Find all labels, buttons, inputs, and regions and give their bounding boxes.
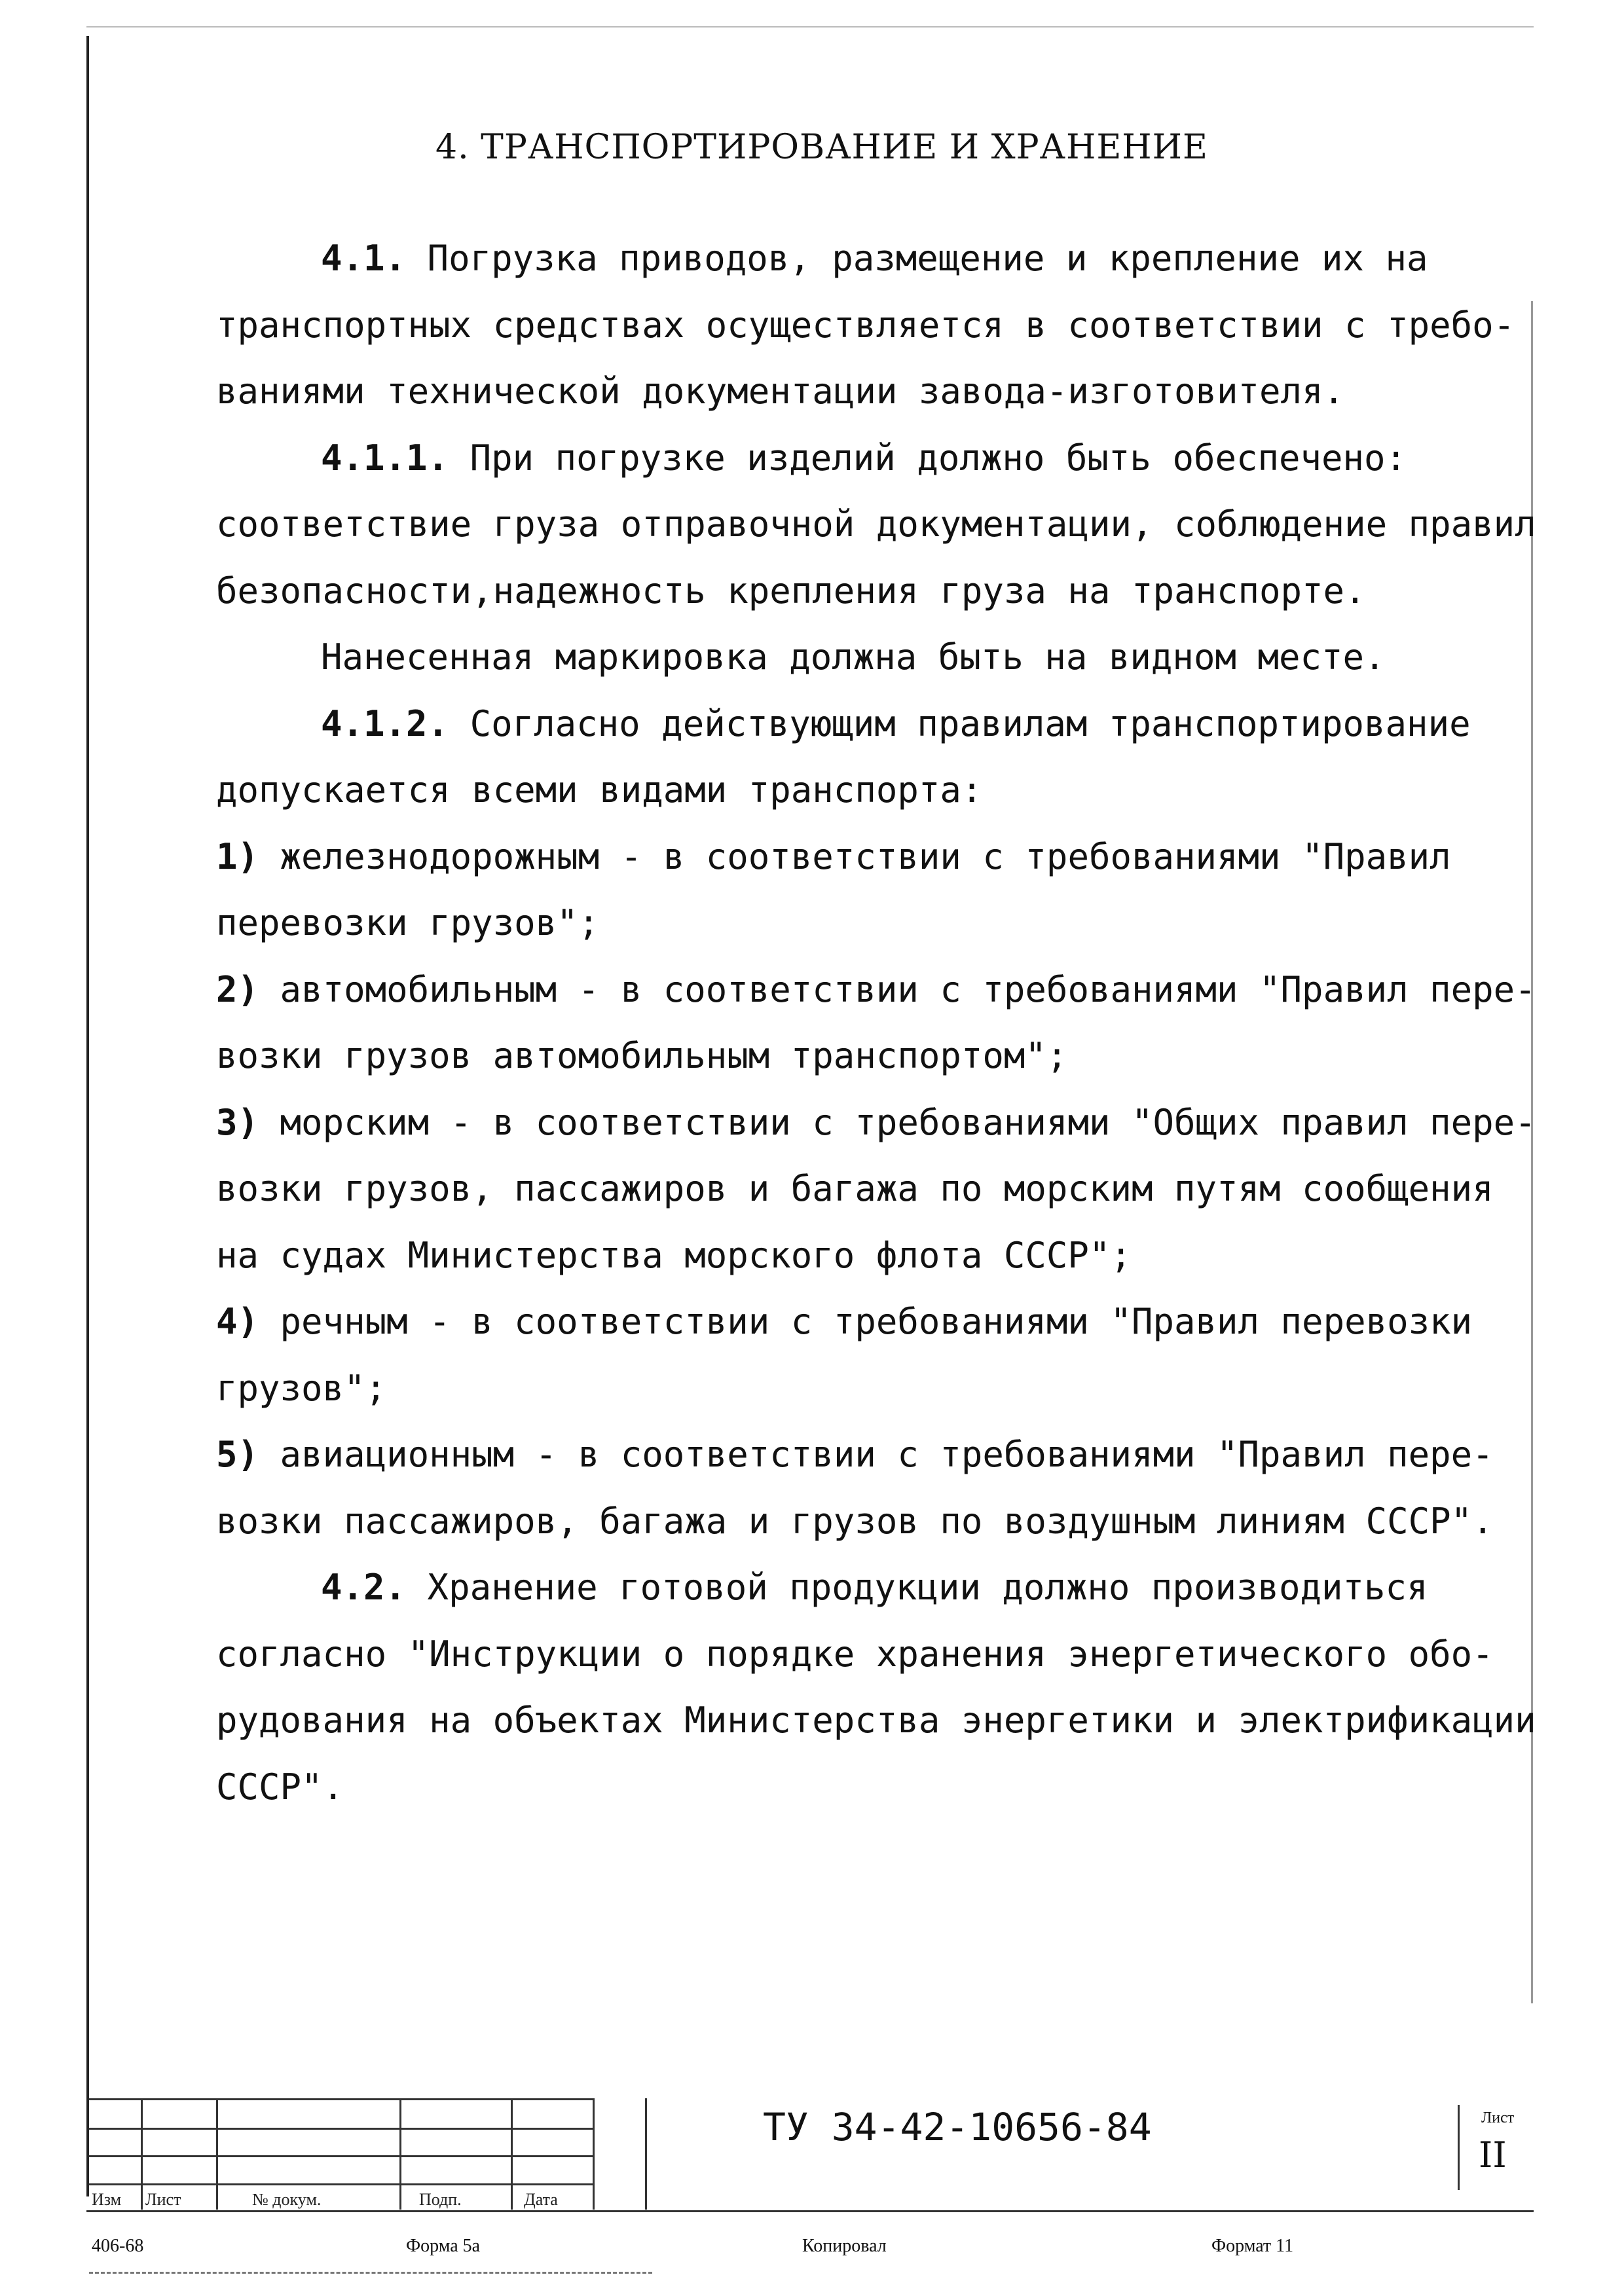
text-line — [321, 439, 1407, 478]
line-text: морским - в соответствии с требованиями "Общих правил пере- — [259, 1101, 1536, 1143]
line-text: соответствие груза отправочной документации, соблюдение правил — [216, 503, 1536, 545]
line-text: Нанесенная маркировка должна быть на видном месте. — [321, 636, 1386, 678]
copied-by-label: Копировал — [802, 2236, 887, 2256]
line-text: рудования на объектах Министерства энергетики и электрификации — [216, 1700, 1536, 1741]
text-line — [216, 572, 1366, 611]
text-line — [216, 1635, 1494, 1674]
line-text: СССР". — [216, 1766, 344, 1808]
line-text: Хранение готовой продукции должно производиться — [406, 1567, 1428, 1608]
stamp-row-line — [89, 2128, 593, 2130]
line-text: перевозки грузов"; — [216, 902, 600, 943]
line-text: железнодорожным - в соответствии с требованиями "Правил — [259, 835, 1451, 877]
text-line — [216, 1369, 386, 1408]
text-line — [216, 1768, 344, 1807]
line-text: Погрузка приводов, размещение и крепление их на — [406, 238, 1428, 279]
page-frame-top — [86, 26, 1534, 27]
clause-number: 4) — [216, 1301, 259, 1342]
line-text: ваниями технической документации завода-изготовителя. — [216, 371, 1345, 412]
text-line — [216, 1302, 1472, 1341]
line-text: на судах Министерства морского флота СССР"; — [216, 1234, 1132, 1276]
line-text: допускается всеми видами транспорта: — [216, 769, 983, 811]
stamp-column-line — [511, 2098, 513, 2210]
text-line — [216, 771, 982, 810]
clause-number: 1) — [216, 835, 259, 877]
line-text: Согласно действующим правилам транспортирование — [449, 702, 1471, 744]
line-text: возки грузов, пассажиров и багажа по морским путям сообщения — [216, 1168, 1494, 1209]
text-line — [216, 505, 1536, 544]
page-frame-right — [1531, 301, 1533, 2003]
text-line — [216, 1236, 1132, 1275]
line-text: безопасности,надежность крепления груза на транспорте. — [216, 570, 1366, 611]
stamp-caption-date: Дата — [524, 2190, 558, 2209]
page-frame-bottom — [86, 2210, 1534, 2212]
stamp-caption-signature: Подп. — [419, 2190, 462, 2209]
text-line — [321, 239, 1428, 278]
line-text: грузов"; — [216, 1367, 387, 1409]
line-text: возки грузов автомобильным транспортом"; — [216, 1035, 1068, 1076]
clause-number: 4.2. — [321, 1567, 407, 1608]
line-text: авиационным - в соответствии с требованиями "Правил пере- — [259, 1434, 1494, 1475]
text-line — [216, 1169, 1494, 1209]
stamp-caption-sheet: Лист — [145, 2190, 181, 2209]
text-line — [321, 1568, 1428, 1607]
clause-number: 4.1. — [321, 238, 407, 279]
stamp-column-line — [399, 2098, 401, 2210]
stamp-caption-change: Изм — [92, 2190, 122, 2209]
line-text: речным - в соответствии с требованиями "Правил перевозки — [259, 1301, 1473, 1342]
sheet-number: II — [1479, 2134, 1507, 2176]
text-line — [216, 903, 599, 943]
text-line — [321, 638, 1386, 677]
sheet-label: Лист — [1481, 2109, 1515, 2126]
text-line — [216, 306, 1515, 345]
stamp-caption-doc-number: № докум. — [252, 2190, 322, 2209]
form-label: Форма 5а — [406, 2236, 481, 2256]
clause-number: 4.1.1. — [321, 437, 449, 479]
text-line — [216, 970, 1536, 1010]
line-text: автомобильным - в соответствии с требованиями "Правил пере- — [259, 968, 1536, 1010]
text-line — [216, 1435, 1494, 1474]
clause-number: 5) — [216, 1434, 259, 1475]
clause-number: 2) — [216, 968, 259, 1010]
section-title: 4. ТРАНСПОРТИРОВАНИЕ И ХРАНЕНИЕ — [435, 128, 1208, 167]
footer-dashed-line — [89, 2272, 652, 2274]
clause-number: 4.1.2. — [321, 702, 449, 744]
text-line — [216, 1502, 1494, 1541]
stamp-row-line — [89, 2183, 593, 2185]
stamp-row-line — [89, 2155, 593, 2157]
stamp-row-line — [89, 2098, 593, 2100]
line-text: согласно "Инструкции о порядке хранения энергетического обо- — [216, 1633, 1494, 1675]
stamp-column-line — [216, 2098, 218, 2210]
line-text: При погрузке изделий должно быть обеспечено: — [449, 437, 1407, 479]
text-line — [216, 1103, 1536, 1142]
form-code: 406-68 — [92, 2236, 144, 2256]
clause-number: 3) — [216, 1101, 259, 1143]
page-frame-left — [86, 36, 89, 2196]
text-line — [216, 372, 1344, 411]
line-text: транспортных средствах осуществляется в соответствии с требо- — [216, 304, 1515, 346]
stamp-column-line — [645, 2098, 647, 2210]
document-code: ТУ 34-42-10656-84 — [763, 2105, 1152, 2149]
line-text: возки пассажиров, багажа и грузов по воздушным линиям СССР". — [216, 1500, 1494, 1542]
text-line — [216, 837, 1451, 877]
text-line — [216, 1701, 1536, 1740]
text-line — [321, 704, 1471, 744]
format-label: Формат 11 — [1211, 2236, 1294, 2256]
text-line — [216, 1036, 1067, 1076]
stamp-column-line — [141, 2098, 143, 2210]
stamp-column-line — [593, 2098, 595, 2210]
